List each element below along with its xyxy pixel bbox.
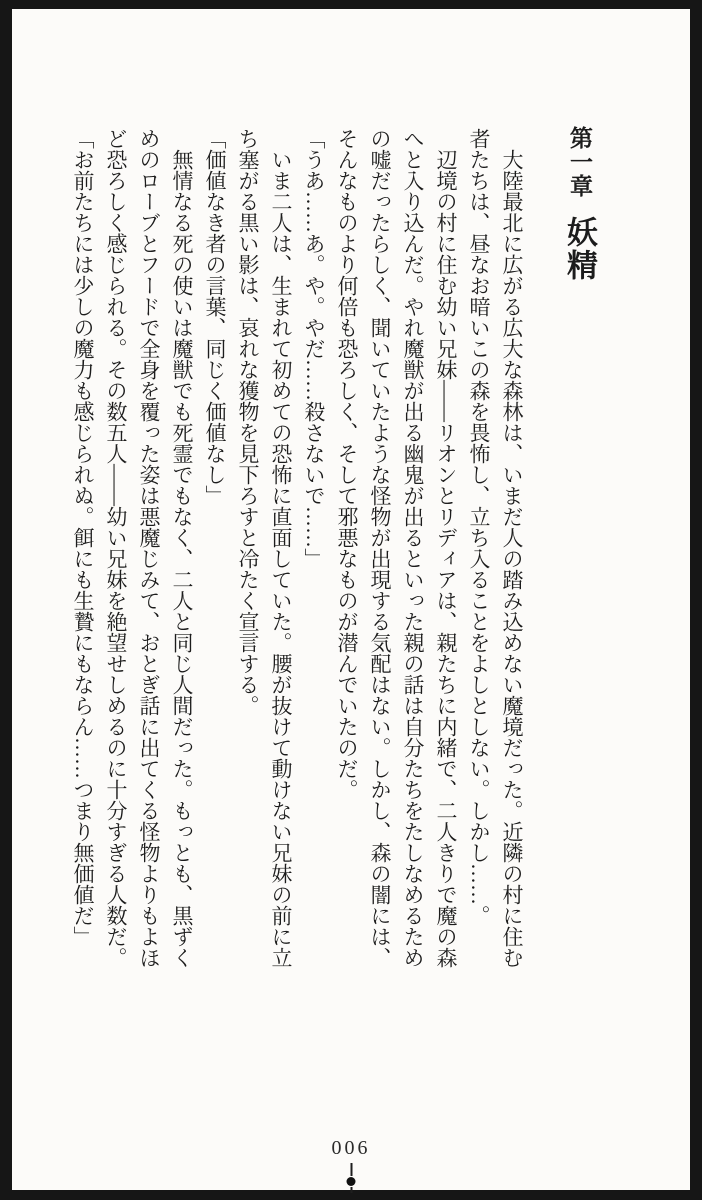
- center-mark-line-icon: [350, 1187, 352, 1193]
- chapter-heading: [561, 126, 598, 282]
- paragraph: 大陸最北に広がる広大な森林は、いまだ人の踏み込めない魔境だった。近隣の村に住む者たちは、昼なお暗いこの森を畏怖し、立ち入ることをよしとしない。しかし……。: [467, 128, 524, 968]
- center-mark-dot-icon: [347, 1177, 356, 1186]
- chapter-title: 妖精: [562, 216, 597, 282]
- body-text: [66, 128, 528, 969]
- dialogue-line: 「うあ……あ。や。やだ……殺さないで……」: [302, 128, 326, 569]
- paragraph: 無情なる死の使いは魔獣でも死霊でもなく、二人と同じ人間だった。もっとも、黒ずくめのローブとフードで全身を覆った姿は悪魔じみて、おとぎ話に出てくる怪物よりもよほど恐ろしく感じられる。その数五人――幼い兄妹を絶望せしめるのに十分すぎる人数だ。: [104, 128, 194, 968]
- binding-center-mark: [347, 1163, 356, 1193]
- dialogue-line: 「価値なき者の言葉、同じく価値なし」: [203, 128, 227, 506]
- center-mark-line-icon: [350, 1163, 352, 1176]
- dialogue-line: 「お前たちには少しの魔力も感じられぬ。餌にも生贄にもならん……つまり無価値だ」: [71, 128, 95, 947]
- book-page: [12, 9, 690, 1190]
- page-number: 006: [331, 1137, 371, 1159]
- paragraph: いま二人は、生まれて初めての恐怖に直面していた。腰が抜けて動けない兄妹の前に立ち塞がる黒い影は、哀れな獲物を見下ろすと冷たく宣言する。: [236, 128, 293, 968]
- chapter-number: 第一章: [567, 126, 592, 198]
- paragraph: 辺境の村に住む幼い兄妹――リオンとリディアは、親たちに内緒で、二人きりで魔の森へと入り込んだ。やれ魔獣が出る幽鬼が出るといった親の話は自分たちをたしなめるための嘘だったらしく、聞いていたような怪物が出現する気配はない。しかし、森の闇には、そんなものより何倍も恐ろしく、そして邪悪なものが潜んでいたのだ。: [335, 128, 458, 968]
